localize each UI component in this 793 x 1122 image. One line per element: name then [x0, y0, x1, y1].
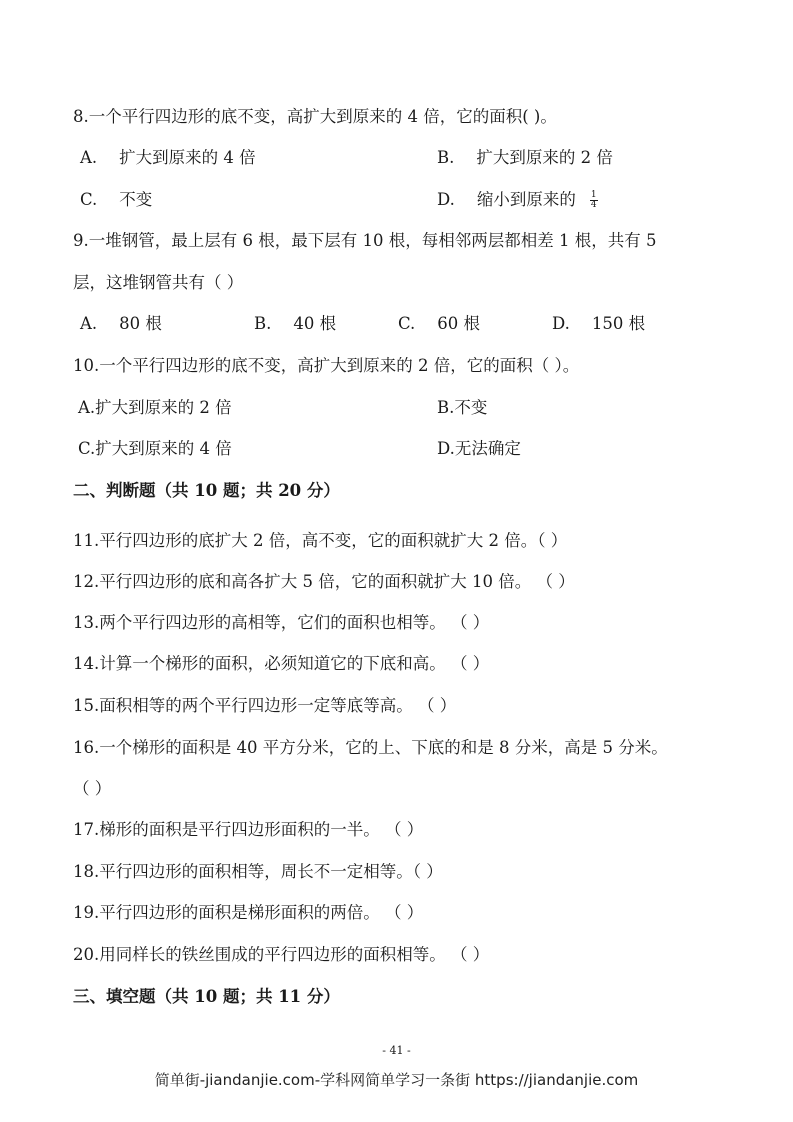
option-label: B. [437, 148, 455, 167]
q10-option-c: C.扩大到原来的 4 倍 [78, 439, 232, 458]
site-footer: 简单街-jiandanjie.com-学科网简单学习一条街 https://jiandanjie.com [154, 1071, 639, 1089]
fraction-denominator: 4 [590, 200, 597, 210]
judgement-19: 19.平行四边形的面积是梯形面积的两倍。 （ ） [73, 903, 424, 922]
q8-option-a [80, 146, 256, 170]
question-10-stem: 10.一个平行四边形的底不变，高扩大到原来的 2 倍，它的面积（ ）。 [73, 356, 580, 375]
judgement-20: 20.用同样长的铁丝围成的平行四边形的面积相等。 （ ） [73, 945, 490, 964]
judgement-11: 11.平行四边形的底扩大 2 倍，高不变，它的面积就扩大 2 倍。（ ） [73, 531, 568, 550]
option-label: C. [80, 190, 98, 209]
option-text: 80 根 [119, 314, 162, 333]
option-text: 40 根 [293, 314, 337, 333]
judgement-18: 18.平行四边形的面积相等，周长不一定相等。（ ） [73, 862, 443, 881]
judgement-13: 13.两个平行四边形的高相等，它们的面积也相等。 （ ） [73, 613, 490, 632]
option-text: 不变 [119, 190, 153, 209]
option-label: A. [80, 314, 98, 333]
option-text: 扩大到原来的 2 倍 [476, 148, 613, 167]
option-text: 60 根 [437, 314, 481, 333]
question-8-stem: 8.一个平行四边形的底不变，高扩大到原来的 4 倍，它的面积( )。 [73, 107, 557, 126]
judgement-17: 17.梯形的面积是平行四边形面积的一半。 （ ） [73, 820, 424, 839]
question-9-stem-line-1: 9.一堆钢管，最上层有 6 根，最下层有 10 根，每相邻两层都相差 1 根，共有 5 [73, 231, 657, 250]
option-text: 缩小到原来的 [476, 190, 576, 209]
option-label: A. [80, 148, 98, 167]
q9-option-d [552, 312, 645, 336]
q8-option-b [437, 146, 613, 170]
q10-option-d: D.无法确定 [437, 439, 521, 458]
section-3-heading: 三、填空题（共 10 题；共 11 分） [73, 987, 340, 1006]
option-label: D. [437, 190, 455, 209]
q9-option-b [254, 312, 336, 336]
q10-option-b: B.不变 [437, 398, 488, 417]
fraction-one-quarter [590, 191, 598, 210]
q10-option-a: A.扩大到原来的 2 倍 [78, 398, 232, 417]
question-9-stem-line-2: 层，这堆钢管共有（ ） [73, 273, 244, 292]
q9-option-a [80, 312, 162, 336]
judgement-16-answer-blank: （ ） [73, 779, 112, 798]
q8-option-c [80, 188, 152, 212]
option-text: 150 根 [591, 314, 646, 333]
option-label: B. [254, 314, 272, 333]
option-text: 扩大到原来的 4 倍 [119, 148, 256, 167]
fraction-numerator: 1 [590, 190, 597, 200]
option-label: D. [552, 314, 570, 333]
section-2-heading: 二、判断题（共 10 题；共 20 分） [73, 481, 340, 500]
judgement-12: 12.平行四边形的底和高各扩大 5 倍，它的面积就扩大 10 倍。 （ ） [73, 572, 575, 591]
q9-option-c [398, 312, 480, 336]
q8-option-d [437, 188, 598, 212]
judgement-16: 16.一个梯形的面积是 40 平方分米，它的上、下底的和是 8 分米，高是 5 分米。 [73, 738, 668, 757]
judgement-14: 14.计算一个梯形的面积，必须知道它的下底和高。 （ ） [73, 654, 490, 673]
option-label: C. [398, 314, 416, 333]
page-number: - 41 - [382, 1044, 411, 1057]
judgement-15: 15.面积相等的两个平行四边形一定等底等高。 （ ） [73, 696, 457, 715]
